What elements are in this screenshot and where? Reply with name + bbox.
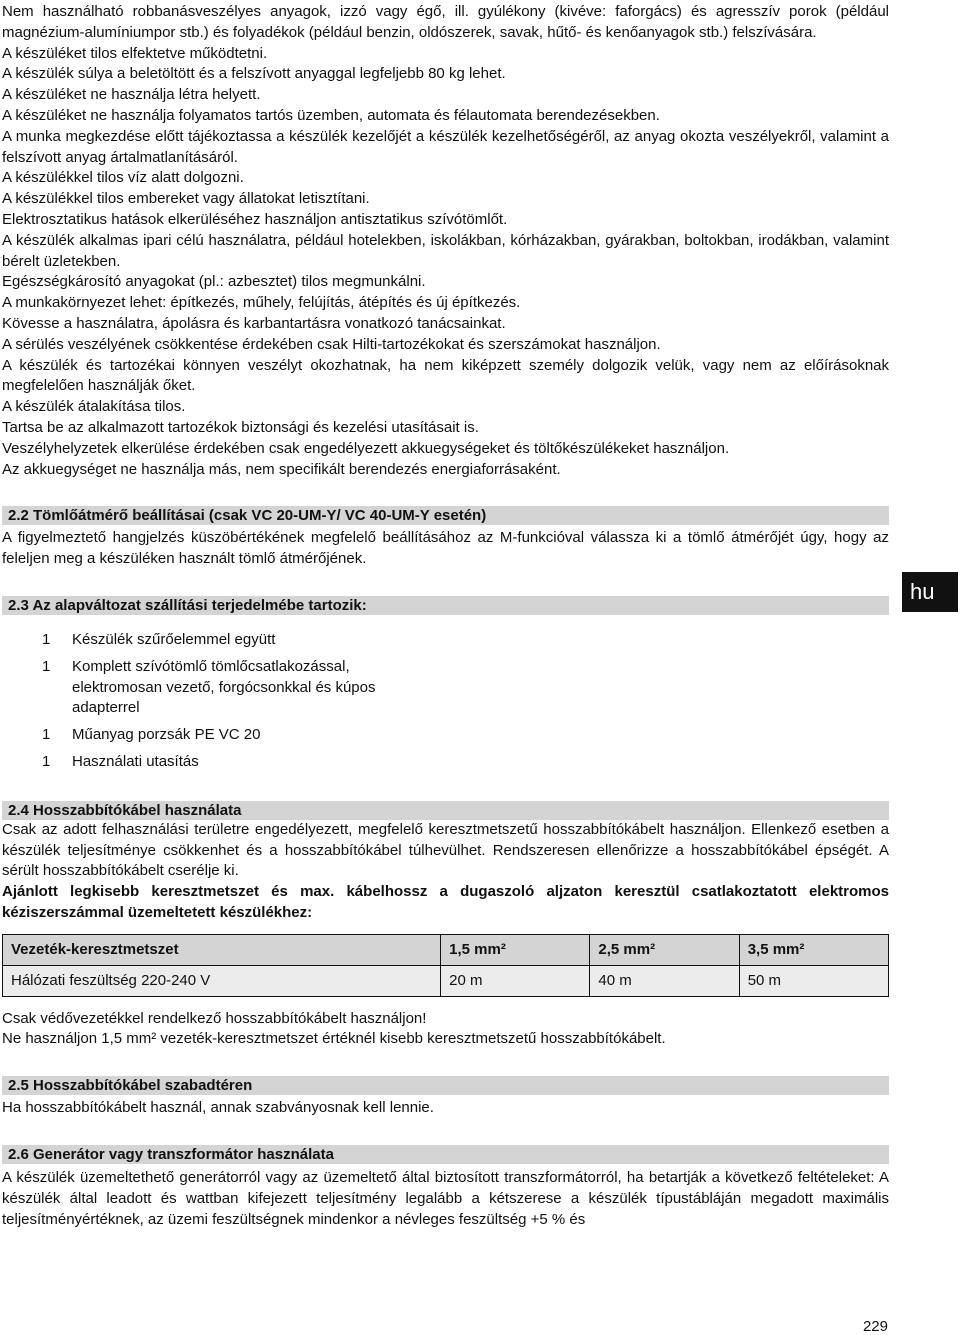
list-item — [2, 725, 889, 746]
section-heading: 2.6 Generátor vagy transzformátor használata — [2, 1145, 889, 1164]
paragraph: Csak védővezetékkel rendelkező hosszabbítókábelt használjon! — [2, 1009, 427, 1027]
table-cell: 20 m — [441, 965, 590, 996]
delivery-list — [2, 630, 889, 773]
bold-note: Ajánlott legkisebb keresztmetszet és max. kábelhossz a dugaszoló aljzaton keresztül csatlakoztatott elektromos kéziszerszámmal üzemeltetett készülékhez: — [2, 883, 889, 921]
item-text: Műanyag porzsák PE VC 20 — [72, 726, 261, 744]
item-quantity: 1 — [42, 630, 51, 648]
section-body: Csak az adott felhasználási területre engedélyezett, megfelelő keresztmetszetű hosszabbítókábelt használjon. Ellenkező esetben a készülék teljesítménye csökkenhet és a hosszabbítókábel túlhevülhet. Rendszeresen ellenőrizze a hosszabbítókábel épségét. A sérült hosszabbítókábelt cserélje ki. — [2, 820, 889, 880]
paragraph: A készülék súlya a beletöltött és a felszívott anyaggal legfeljebb 80 kg lehet. — [2, 65, 506, 83]
item-text: Készülék szűrőelemmel együtt — [72, 630, 276, 648]
paragraph: Veszélyhelyzetek elkerülése érdekében csak engedélyezett akkuegységeket és töltőkészülékeket használjon. — [2, 439, 730, 457]
paragraph: A készülék átalakítása tilos. — [2, 398, 186, 416]
page-number: 229 — [862, 1318, 888, 1335]
table-cell: Hálózati feszültség 220-240 V — [3, 965, 441, 996]
paragraph: A készüléket tilos elfektetve működtetni. — [2, 44, 268, 62]
section-body: A figyelmeztető hangjelzés küszöbértékének megfelelő beállításához az M-funkcióval válassza ki a tömlő átmérőjét úgy, hogy az feleljen meg a készüléken használt tömlő átmérőjének. — [2, 529, 889, 568]
item-text: Használati utasítás — [72, 752, 199, 770]
section-heading: 2.4 Hosszabbítókábel használata — [2, 801, 889, 820]
section-heading: 2.3 Az alapváltozat szállítási terjedelmébe tartozik: — [2, 596, 889, 615]
intro-block — [2, 2, 889, 480]
section-body: Ha hosszabbítókábelt használ, annak szabványosnak kell lennie. — [2, 1099, 434, 1117]
paragraph: A készülékkel tilos víz alatt dolgozni. — [2, 169, 244, 187]
table-row — [3, 965, 889, 996]
table-header-cell: 3,5 mm² — [739, 934, 888, 965]
paragraph: A munkakörnyezet lehet: építkezés, műhely, felújítás, átépítés és új építkezés. — [2, 294, 521, 312]
paragraph: Elektrosztatikus hatások elkerüléséhez használjon antisztatikus szívótömlőt. — [2, 210, 508, 228]
paragraph: A készüléket ne használja folyamatos tartós üzemben, automata és félautomata berendezésekben. — [2, 106, 660, 124]
section-heading: 2.5 Hosszabbítókábel szabadtéren — [2, 1076, 889, 1095]
section-2-6 — [2, 1145, 889, 1230]
paragraph: A készülék és tartozékai könnyen veszélyt okozhatnak, ha nem kiképzett személy dolgozik velük, vagy nem az előírásoknak megfelelően használják őket. — [2, 356, 889, 395]
section-heading: 2.2 Tömlőátmérő beállításai (csak VC 20-UM-Y/ VC 40-UM-Y esetén) — [2, 506, 889, 525]
item-quantity: 1 — [42, 752, 51, 770]
paragraph: A munka megkezdése előtt tájékoztassa a készülék kezelőjét a készülék kezelhetőségéről, az anyag okozta veszélyekről, valamint a felszívott anyag ártalmatlanításáról. — [2, 127, 889, 166]
language-tab: hu — [902, 572, 958, 612]
cable-spec-table — [2, 934, 889, 997]
paragraph: Tartsa be az alkalmazott tartozékok biztonsági és kezelési utasításait is. — [2, 418, 479, 436]
table-header-row — [3, 934, 889, 965]
paragraph: Egészségkárosító anyagokat (pl.: azbesztet) tilos megmunkálni. — [2, 273, 426, 291]
paragraph: Nem használható robbanásveszélyes anyagok, izzó vagy égő, ill. gyúlékony (kivéve: faforgács) és agresszív porok (például magnézium-alumíniumpor stb.) és folyadékok (például benzin, oldószerek, savak, hűtő- és kenőanyagok stb.) felszívására. — [2, 3, 889, 41]
item-quantity: 1 — [42, 657, 51, 675]
page-content — [2, 2, 889, 1230]
table-header-cell: 2,5 mm² — [590, 934, 739, 965]
list-item — [2, 752, 889, 773]
table-header-cell: 1,5 mm² — [441, 934, 590, 965]
paragraph: Ne használjon 1,5 mm² vezeték-keresztmetszet értéknél kisebb keresztmetszetű hosszabbítókábelt. — [2, 1030, 666, 1048]
paragraph: A sérülés veszélyének csökkentése érdekében csak Hilti-tartozékokat és szerszámokat használjon. — [2, 335, 661, 353]
section-body: A készülék üzemeltethető generátorról vagy az üzemeltető által biztosított transzformátorról, ha betartják a következő feltételeket: A készülék által leadott és wattban kifejezett teljesítmény legalább a kétszerese a készülék típustábláján megadott maximális teljesítményértéknek, az üzemi feszültségnek mindenkor a névleges feszültség +5 % és — [2, 1169, 889, 1228]
item-text: Komplett szívótömlő tömlőcsatlakozással, elektromosan vezető, forgócsonkkal és kúpos adapterrel — [72, 657, 376, 717]
section-2-5 — [2, 1076, 889, 1119]
item-quantity: 1 — [42, 726, 51, 744]
table-cell: 40 m — [590, 965, 739, 996]
paragraph: A készülék alkalmas ipari célú használatra, például hotelekben, iskolákban, kórházakban, gyárakban, boltokban, irodákban, valamint bérelt üzletekben. — [2, 231, 889, 270]
section-2-3 — [2, 596, 889, 773]
list-item — [2, 630, 889, 651]
section-2-4 — [2, 801, 889, 1051]
paragraph: Kövesse a használatra, ápolásra és karbantartásra vonatkozó tanácsainkat. — [2, 314, 506, 332]
section-2-2 — [2, 506, 889, 570]
paragraph: A készüléket ne használja létra helyett. — [2, 86, 261, 104]
paragraph: Az akkuegységet ne használja más, nem specifikált berendezés energiaforrásaként. — [2, 460, 561, 478]
paragraph: A készülékkel tilos embereket vagy állatokat letisztítani. — [2, 190, 370, 208]
table-header-cell: Vezeték-keresztmetszet — [3, 934, 441, 965]
table-cell: 50 m — [739, 965, 888, 996]
list-item — [2, 657, 889, 719]
